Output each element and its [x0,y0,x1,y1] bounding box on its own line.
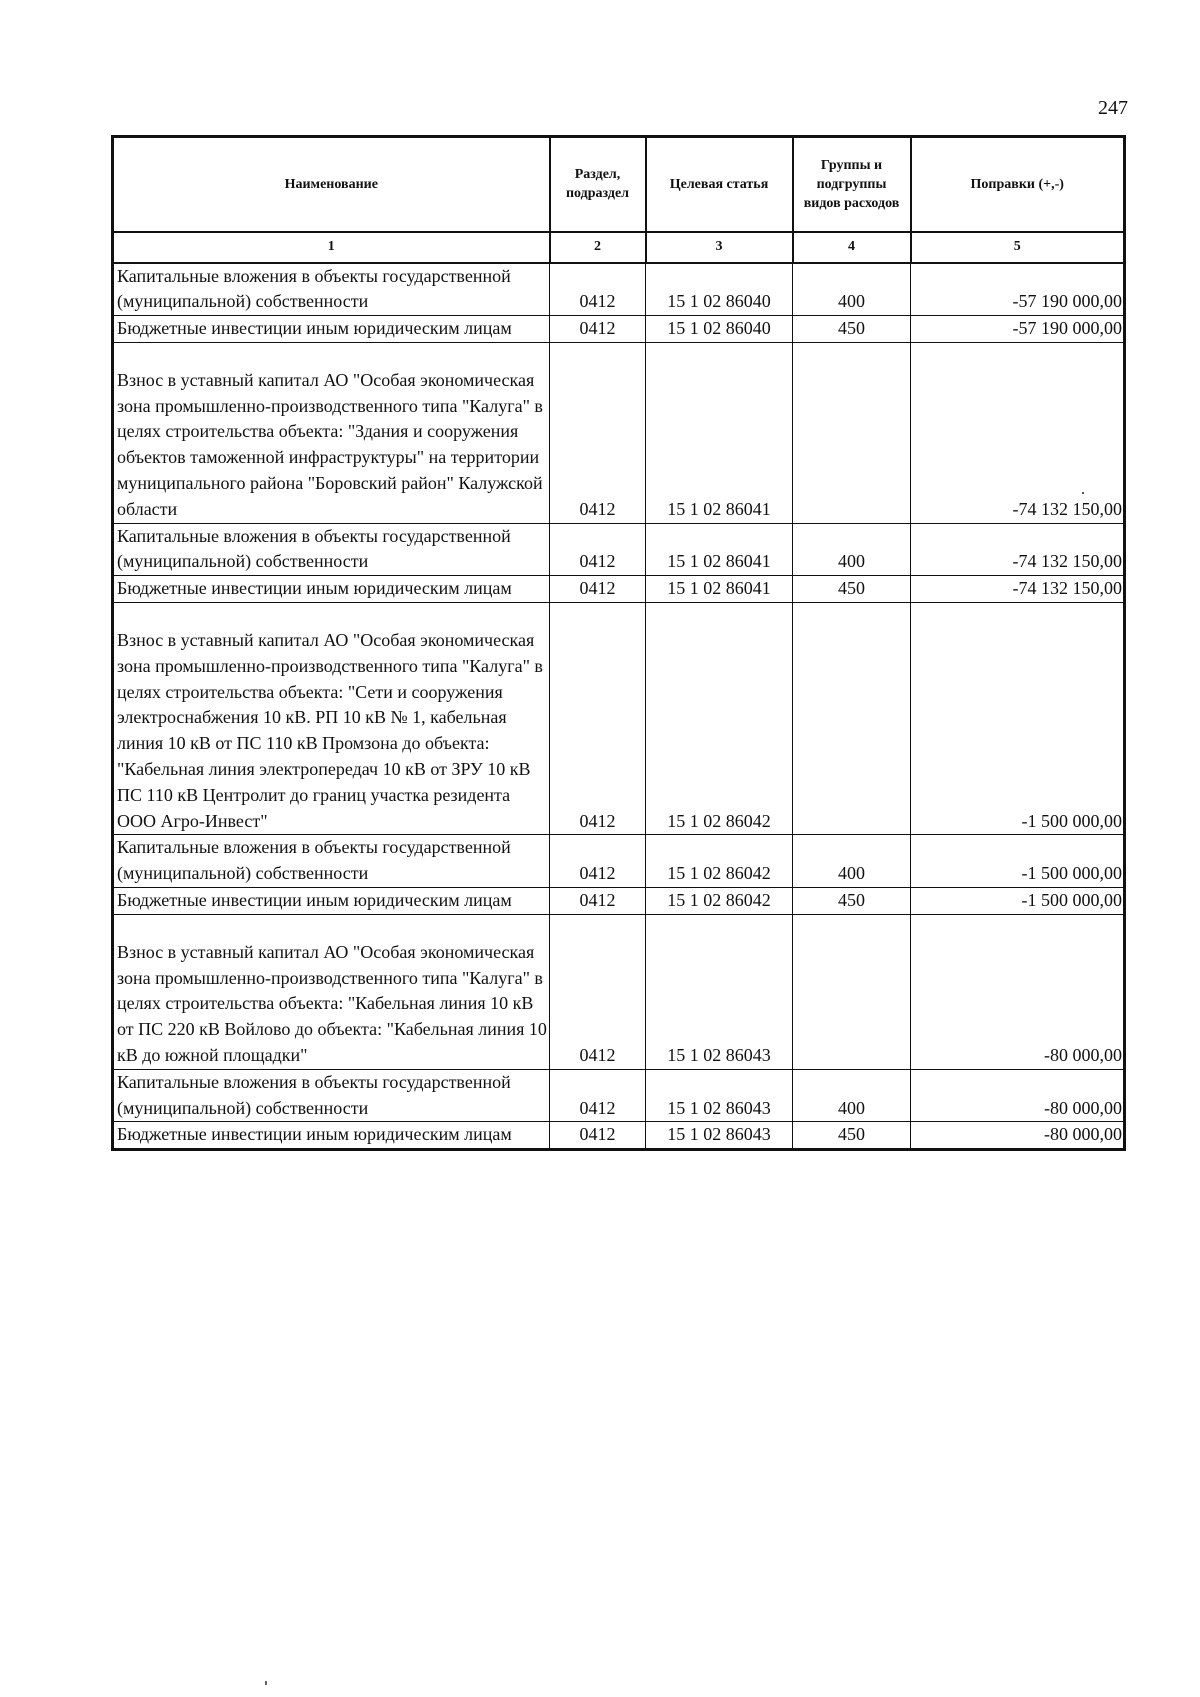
row-group: 450 [793,316,911,343]
row-section: 0412 [550,342,646,523]
column-number: 4 [793,232,911,263]
header-groups: Группы и подгруппы видов расходов [793,137,911,232]
row-target: 15 1 02 86042 [646,603,793,835]
row-name: Взнос в уставный капитал АО "Особая экономическая зона промышленно-производственного типа "Калуга" в целях строительства объекта: "Здания и сооружения объектов таможенной инфраструктуры" на территории муниципального района "Боровский район" Калужской области [113,342,550,523]
table-row [113,523,1125,576]
row-name: Бюджетные инвестиции иным юридическим лицам [113,888,550,915]
row-section: 0412 [550,576,646,603]
row-target: 15 1 02 86040 [646,263,793,316]
row-amount: -74 132 150,00 [911,342,1125,523]
scan-speck [1082,492,1084,494]
row-group: 400 [793,1069,911,1122]
row-name: Капитальные вложения в объекты государственной (муниципальной) собственности [113,523,550,576]
row-amount: -80 000,00 [911,914,1125,1069]
scan-speck [265,1681,267,1685]
row-group [793,914,911,1069]
row-amount: -57 190 000,00 [911,316,1125,343]
row-target: 15 1 02 86040 [646,316,793,343]
row-section: 0412 [550,603,646,835]
row-name: Взнос в уставный капитал АО "Особая экономическая зона промышленно-производственного типа "Калуга" в целях строительства объекта: "Кабельная линия 10 кВ от ПС 220 кВ Войлово до объекта: "Кабельная линия 10 кВ до южной площадки" [113,914,550,1069]
row-section: 0412 [550,888,646,915]
row-amount: -1 500 000,00 [911,835,1125,888]
row-section: 0412 [550,1069,646,1122]
row-group: 400 [793,523,911,576]
row-target: 15 1 02 86042 [646,888,793,915]
column-number: 2 [550,232,646,263]
table-row [113,263,1125,316]
row-name: Бюджетные инвестиции иным юридическим лицам [113,576,550,603]
row-target: 15 1 02 86042 [646,835,793,888]
budget-amendments-table [111,135,1126,1151]
table-row [113,342,1125,523]
table-row [113,1069,1125,1122]
row-amount: -74 132 150,00 [911,576,1125,603]
row-target: 15 1 02 86043 [646,914,793,1069]
row-name: Капитальные вложения в объекты государственной (муниципальной) собственности [113,263,550,316]
page-number: 247 [1098,97,1128,119]
header-amount: Поправки (+,-) [911,137,1125,232]
row-group: 450 [793,1122,911,1150]
header-name: Наименование [113,137,550,232]
column-number: 5 [911,232,1125,263]
row-name: Капитальные вложения в объекты государственной (муниципальной) собственности [113,1069,550,1122]
table-row [113,1122,1125,1150]
header-section: Раздел, подраздел [550,137,646,232]
row-target: 15 1 02 86043 [646,1122,793,1150]
table-row [113,576,1125,603]
row-section: 0412 [550,523,646,576]
row-name: Взнос в уставный капитал АО "Особая экономическая зона промышленно-производственного типа "Калуга" в целях строительства объекта: "Сети и сооружения электроснабжения 10 кВ. РП 10 кВ № 1, кабельная линия 10 кВ от ПС 110 кВ Промзона до объекта: "Кабельная линия электропередач 10 кВ от ЗРУ 10 кВ ПС 110 кВ Центролит до границ участка резидента ООО Агро-Инвест" [113,603,550,835]
column-number: 3 [646,232,793,263]
row-section: 0412 [550,316,646,343]
row-amount: -80 000,00 [911,1122,1125,1150]
table-row [113,316,1125,343]
table-row [113,914,1125,1069]
row-amount: -74 132 150,00 [911,523,1125,576]
row-group: 450 [793,888,911,915]
row-group [793,603,911,835]
row-group: 400 [793,835,911,888]
row-target: 15 1 02 86041 [646,342,793,523]
row-target: 15 1 02 86041 [646,523,793,576]
row-group: 400 [793,263,911,316]
row-section: 0412 [550,914,646,1069]
row-section: 0412 [550,263,646,316]
row-target: 15 1 02 86041 [646,576,793,603]
header-target: Целевая статья [646,137,793,232]
row-name: Бюджетные инвестиции иным юридическим лицам [113,316,550,343]
column-number: 1 [113,232,550,263]
row-amount: -1 500 000,00 [911,603,1125,835]
row-amount: -1 500 000,00 [911,888,1125,915]
row-group [793,342,911,523]
row-amount: -57 190 000,00 [911,263,1125,316]
row-section: 0412 [550,1122,646,1150]
table-row [113,835,1125,888]
row-target: 15 1 02 86043 [646,1069,793,1122]
row-amount: -80 000,00 [911,1069,1125,1122]
table-row [113,603,1125,835]
row-group: 450 [793,576,911,603]
row-name: Капитальные вложения в объекты государственной (муниципальной) собственности [113,835,550,888]
table-row [113,888,1125,915]
row-name: Бюджетные инвестиции иным юридическим лицам [113,1122,550,1150]
row-section: 0412 [550,835,646,888]
